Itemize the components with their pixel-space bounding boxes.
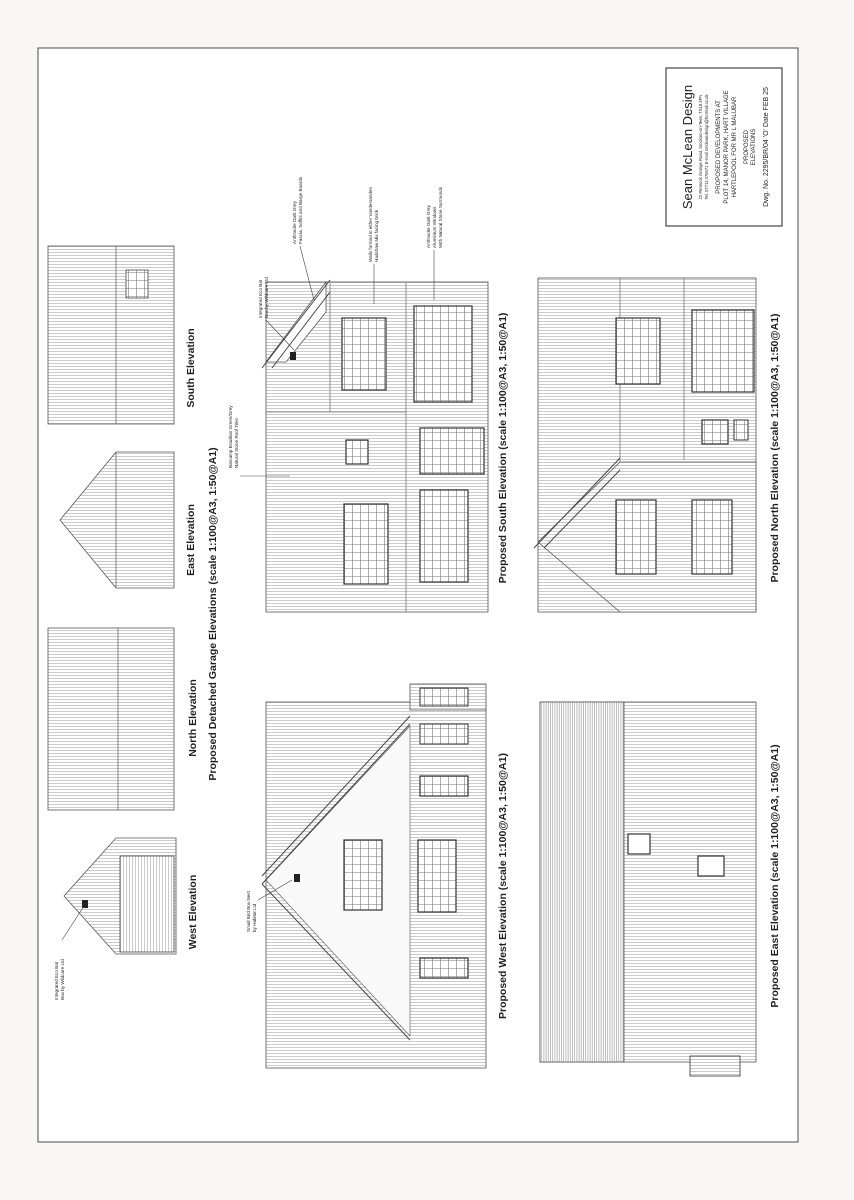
garage-door bbox=[120, 856, 174, 952]
east-window-2 bbox=[698, 856, 724, 876]
garage-bat-note-1: Integrated Eco Bat bbox=[54, 961, 59, 1000]
project-line-1: PROPOSED DEVELOPMENTS AT bbox=[716, 100, 722, 194]
drawing-title-1: PROPOSED bbox=[744, 129, 750, 165]
garage-north-label: North Elevation bbox=[187, 679, 199, 757]
drawing-number: Dwg. No. 2295/BR/04 'O' Date FEB 25 bbox=[763, 87, 770, 207]
north-window-1 bbox=[616, 318, 660, 384]
east-window-1 bbox=[628, 834, 650, 854]
south-window-6 bbox=[420, 490, 468, 582]
note-walls-1: Walls formed in either Vandersanden bbox=[368, 186, 373, 262]
north-elevation-label: Proposed North Elevation (scale 1:100@A3, 1:50@A1) bbox=[769, 313, 781, 583]
west-bird-note-1: Small Bird Box Nest bbox=[246, 891, 251, 932]
note-bat-2: Box by Wildcare Ltd bbox=[264, 277, 269, 318]
title-block bbox=[666, 68, 782, 226]
drawing-title-2: ELEVATIONS bbox=[751, 128, 757, 166]
west-elevation-label: Proposed West Elevation (scale 1:100@A3, 1:50@A1) bbox=[497, 753, 509, 1019]
note-fascia-1: Anthracite Dark Grey bbox=[292, 201, 297, 244]
west-bird-box bbox=[294, 874, 300, 882]
west-bird-note-2: by Habitat Ltd bbox=[252, 903, 257, 932]
company-address: 22 Pennock Grange Road, Stockton-on-Tees, TS18 3PN bbox=[698, 94, 703, 200]
north-window-5 bbox=[692, 500, 732, 574]
south-elevation bbox=[262, 280, 488, 612]
west-window-3 bbox=[344, 840, 382, 910]
note-fascia-2: Fascia, Soffits and Barge Boards bbox=[298, 176, 303, 244]
project-line-2: PLOT 14, MANOR PARK, HART VILLAGE bbox=[724, 90, 730, 204]
garage-south-label: South Elevation bbox=[185, 328, 197, 408]
north-window-2 bbox=[692, 310, 754, 392]
garage-east-label: East Elevation bbox=[185, 504, 197, 576]
note-windows-1: Anthracite Dark Grey bbox=[426, 205, 431, 248]
south-window-2 bbox=[414, 306, 472, 402]
garage-west-label: West Elevation bbox=[187, 874, 199, 950]
east-elevation-label: Proposed East Elevation (scale 1:100@A3, 1:50@A1) bbox=[769, 744, 781, 1008]
company-name: Sean McLean Design bbox=[680, 84, 695, 210]
garage-bat-note-2: Box by Wildcare Ltd bbox=[60, 959, 65, 1000]
garage-title: Proposed Detached Garage Elevations (scale 1:100@A3, 1:50@A1) bbox=[207, 447, 219, 781]
south-window-3 bbox=[346, 440, 368, 464]
project-line-3: HARTLEPOOL FOR MR L MALUBAR bbox=[732, 96, 738, 198]
garage-bat-box bbox=[82, 900, 88, 908]
note-windows-2: Aluminium Windows bbox=[432, 206, 437, 248]
north-window-3 bbox=[702, 420, 728, 444]
south-window-4 bbox=[420, 428, 484, 474]
company-contact: Tel. 07711 078471 E-mail smcleandesign@hotmail.co.uk bbox=[704, 94, 709, 200]
west-window-4 bbox=[418, 840, 456, 912]
west-window-5 bbox=[420, 958, 468, 978]
south-bat-box bbox=[290, 352, 296, 360]
note-windows-3: With Natural Stone Surrounds bbox=[438, 186, 443, 248]
east-steps bbox=[690, 1056, 740, 1076]
garage-south-elevation bbox=[48, 246, 174, 424]
note-bat-1: Integrated Eco Bat bbox=[258, 279, 263, 318]
north-elevation bbox=[534, 278, 756, 612]
note-roof-1: Barcamp Brazilian Green/Grey bbox=[228, 405, 233, 468]
garage-side-window bbox=[126, 270, 148, 298]
note-walls-2: Hadshaw Mix facing brick bbox=[374, 209, 379, 262]
west-elevation bbox=[262, 684, 486, 1068]
north-window-4 bbox=[616, 500, 656, 574]
west-window-2 bbox=[420, 776, 468, 796]
south-window-1 bbox=[342, 318, 386, 390]
west-window-1 bbox=[420, 724, 468, 744]
note-roof-2: Natural Stone Roof Tiles bbox=[234, 418, 239, 468]
east-elevation bbox=[540, 702, 756, 1076]
south-window-5 bbox=[344, 504, 388, 584]
south-elevation-label: Proposed South Elevation (scale 1:100@A3, 1:50@A1) bbox=[497, 312, 509, 584]
garage-north-elevation bbox=[48, 628, 174, 810]
